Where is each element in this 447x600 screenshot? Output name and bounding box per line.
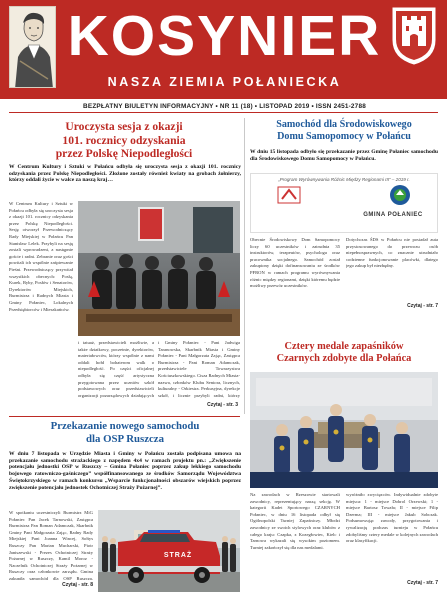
seniors-headline-line-1: Samochód dla Środowiskowego — [276, 119, 412, 130]
seniors-logo-panel — [250, 173, 438, 233]
session-headline-line-3: przez Polskę Niepodległości — [55, 147, 193, 161]
session-photo — [78, 201, 240, 336]
session-headline[interactable] — [9, 120, 239, 161]
seniors-logo-caption: „Program Wyrównywania Różnic Między Regionami III” – 2019 r. — [278, 177, 410, 182]
firetruck-read-more[interactable]: Czytaj - str. 8 — [62, 582, 93, 588]
wrestlers-read-more[interactable]: Czytaj - str. 7 — [407, 580, 438, 586]
firetruck-headline-line-1: Przekazanie nowego samochodu — [50, 420, 200, 432]
firetruck-headline-line-2: dla OSP Ruszcza — [86, 433, 164, 445]
city-crest-icon — [391, 6, 437, 66]
issue-divider — [9, 112, 438, 113]
wrestlers-headline-line-2: Czarnych zdobyte dla Połańca — [276, 353, 412, 365]
masthead — [0, 0, 447, 99]
firetruck-photo — [98, 510, 240, 592]
wrestlers-photo — [250, 372, 438, 488]
firetruck-lead: W dniu 7 listopada w Urzędzie Miasta i Gminy w Połańcu została podpisana umowa na przekazanie samochodu strażackiego z napędem 4x4 w ramach projektu pn.: „Zwiększenie potencjału jednostki OSP w Ruszczy – Gmina Połaniec poprzez zakup lekkiego samochodu bojowego ratowniczo-gaśniczego” współfinansowanego ze środków Samorządu Województwa Świętokrzyskiego w ramach konkursu „Wsparcie funkcjonalności obszarów wiejskich poprzez zwiększenie potencjału jednostek Ochotniczej Straży Pożarnej”. — [9, 451, 241, 491]
wrestlers-headline-line-1: Cztery medale zapaśników — [284, 341, 404, 352]
truck-label: STRAŻ — [163, 552, 193, 559]
seniors-lead: W dniu 15 listopada odbyło się przekazanie przez Gminę Połaniec samochodu dla Środowiskowego Domu Samopomocy w Połańcu. — [250, 149, 438, 162]
session-headline-line-2: 101. rocznicy odzyskania — [62, 133, 186, 147]
wrestlers-headline[interactable] — [250, 341, 438, 366]
session-body-col-2: i tatuaż, przedstawicieli możliwie, a także dziatkowy, poczetnie, dyrektorów, materiałowców, którzy wspólnie z nami oddali hołd bohaterom walk o niepodległość. Po części oficjalnej odbyła się część artystyczna przygotowana przez uczniów szkół podstawowych oraz przedstawicieli organizacji pozarządowych działających — [78, 340, 154, 398]
session-body-col-1: W Centrum Kultury i Sztuki w Połańcu odbyła się uroczysta sesja z okazji 101. rocznicy odzyskania przez Polskę Niepodległości. Sesję otworzył Przewodniczący Rady Miejskiej w Połańcu Pan Stanisław Lelek. Przybyli na sesję zostali wprowadzeni, a następnie goście i radni. Zebranie oraz gości powitali ich wspólnie zaśpiewanie Pieśni. Przewodniczący przywitał wszystkich obecnych: Posłą, Kurek, Ryby, Posłów i Senatorów, Dyrektorów Miejskich, Burmistrza i Radnych Miasta i Gminy Połaniec, Lokalnych Przedsiębiorców i Mieszkańców. — [9, 201, 73, 312]
firetruck-top-rule — [9, 416, 240, 417]
firetruck-body-col-1: W spotkaniu uczestniczyli Burmistrz MiG Połaniec Pan Jacek Tarnowski, Zastępca Burmistrza Pan Roman Adamczak, Skarbnik Gminy Pani Małgorzata Zając, Radny Rady Miejskiej Pani Joanna Wincej, Sołtys Ruszczy Pan Marian Mucharski, Piotr Janiszewski - Prezes Ochotniczej Straży Pożarnej w Ruszczy, Kamil Moroz - Naczelnik Ochotniczej Straży Pożarnej w Ruszczy oraz członkowie zarządu. Gmina zakupiła samochód dla OSP Ruszcza, — [9, 510, 93, 580]
firetruck-headline[interactable] — [9, 420, 241, 446]
seniors-headline-line-2: Domu Samopomocy w Połańcu — [277, 131, 411, 142]
masthead-subtitle: NASZA ZIEMIA POŁANIECKA — [107, 75, 342, 89]
pfron-logo-icon — [277, 186, 301, 204]
session-read-more[interactable]: Czytaj - str. 3 — [207, 402, 238, 408]
seniors-body-col-1: Obecnie Środowiskowy Dom Samopomocy liczy 60 uczestników i zatrudnia 35 instruktorów, terapeutów, psychologa oraz pracownika socjalnego. Samochód został zakupiony dzięki dofinansowaniu ze środków PFRON w ramach programu wyrównywania różnic między regionami, dzięki któremu będzie możliwy przewóz uczestników. — [250, 237, 340, 289]
issue-line: BEZPŁATNY BIULETYN INFORMACYJNY • NR 11 (18) • LISTOPAD 2019 • ISSN 2451-2788 — [83, 103, 366, 110]
session-headline-line-1: Uroczysta sesja z okazji — [65, 120, 183, 133]
seniors-body-col-2: Dotychczas ŚDS w Połańcu nie posiadał auta przystosowanego do przewozu osób niepełnosprawnych, co znacznie utrudniało codzienne funkcjonowanie placówki, dlatego jego zakup był niezbędny. — [346, 237, 438, 269]
wrestlers-body-col-2: wyróżniło zwycięzców. Indywidualnie zdobyte miejsca: 1 - miejsce Dobrol Orzewski; 1 - miejsce Bartosz Towała; II - miejsce Filip Dzerma; III - miejsce Jakub Sobczak. Podsumowując zawody, przygotowania i rywalizację podczas turnieju w Połańcu zdobyliśmy cztery medale w kolejnych zawodach oraz klasyfikacji. — [346, 492, 438, 544]
seniors-read-more[interactable]: Czytaj - str. 7 — [407, 303, 438, 309]
column-divider — [244, 118, 245, 414]
kosciuszko-portrait — [9, 6, 56, 88]
wrestlers-body-col-1: Na zawodach w Rzeszowie startowali zawodnicy, reprezentujący naszą sekcję. W kategorii Kadet Sportowego CZARNYCH Połaniec, w dniu 16 listopada odbył się Ogólnopolski Turniej Zapaśniczy. Młodzi zawodnicy ze swoich stylowych oraz klubów z całego kraju: Czapka, z Kozegłowiec, Kielc i Tarnowa wykazali się wysokim poziomem. Turniej zakończył się dla nas medalami. — [250, 492, 340, 550]
seniors-headline[interactable] — [250, 119, 438, 143]
gmina-crest-icon — [389, 184, 411, 206]
masthead-title: KOSYNIER — [67, 4, 382, 68]
session-lead: W Centrum Kultury i Sztuki w Połańcu odbyła się uroczysta sesja z okazji 101. rocznicy odzyskania przez Polskę Niepodległości. Złożone zostały również kwiaty na grobach żołnierzy, którzy oddali życie w walce za naszą kraj… — [9, 164, 241, 184]
session-body-col-3: i Gminy Połaniec - Pani Jadwiga Taranowska, Skarbnik Miasta i Gminy Połaniec - Pani Małgorzata Zając, Zastępca Burmistrza - Pani Roman Adamczak, przedstawiciele Towarzystwa Kościuszkowskiego. Cisza Radnych Miasta-nazwa, członków Klubu Seniora, licznych, kulturalny - Orkiestra. Perkusyjna, dyrekcje szkół, i licznie przybyli radni, którzy — [158, 340, 240, 398]
gmina-label: GMINA POŁANIEC — [363, 212, 423, 218]
